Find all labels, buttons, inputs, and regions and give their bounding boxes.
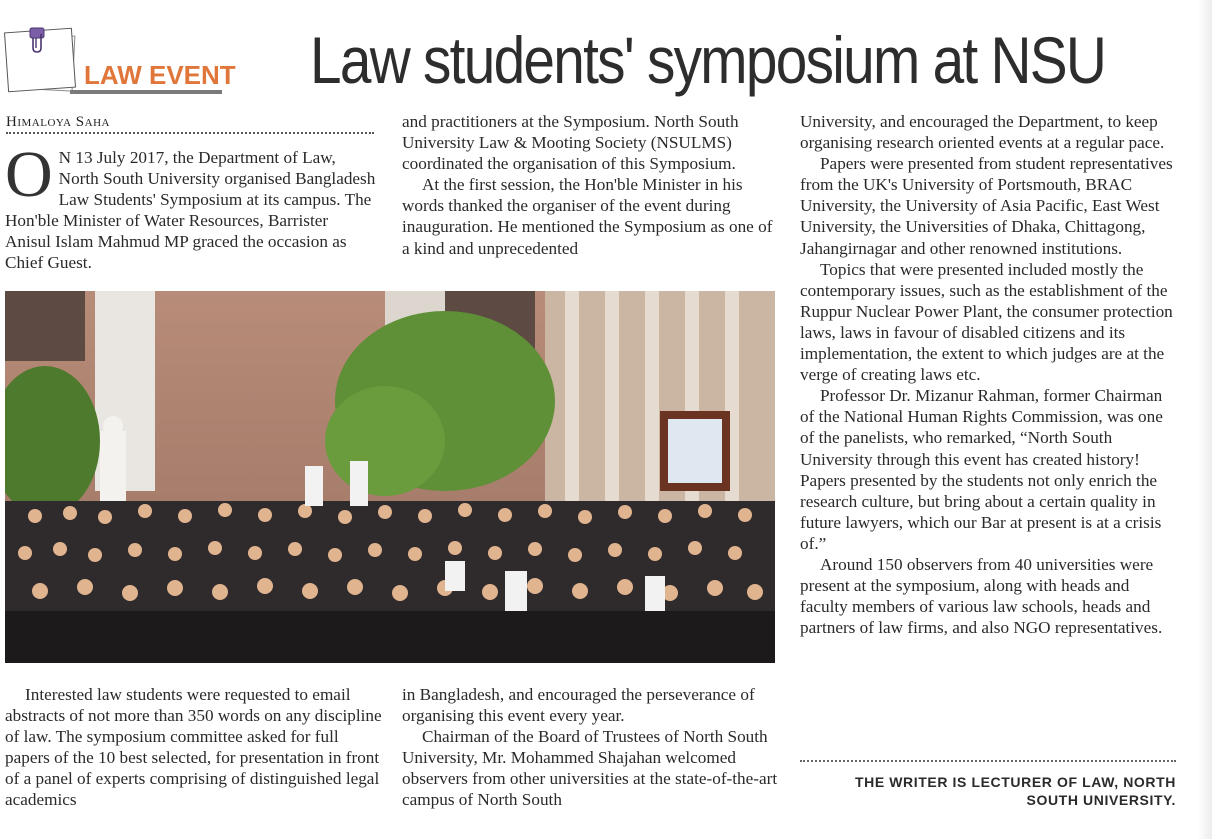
paragraph: Papers were presented from student representatives from the UK's University of Portsmouth, BRAC University, the University of Asia Pacific, East West University, the Universities of Dhaka, Chittagong, Jahangirnagar and other renowned institutions. bbox=[800, 154, 1173, 258]
paragraph: At the first session, the Hon'ble Minister in his words thanked the organiser of the event during inauguration. He mentioned the Symposium as one of a kind and unprecedented bbox=[402, 175, 773, 258]
paragraph: and practitioners at the Symposium. North South University Law & Mooting Society (NSULMS) coordinated the organisation of this Symposium. bbox=[402, 112, 739, 174]
column-1-top bbox=[5, 138, 377, 274]
paragraph: Topics that were presented included mostly the contemporary issues, such as the establishment of the Ruppur Nuclear Power Plant, the consumer protection laws, laws in favour of disabled citizens and its implementation, the extent to which judges are at the verge of creating laws etc. bbox=[800, 259, 1173, 385]
paragraph: Around 150 observers from 40 universities were present at the symposium, along with heads and faculty members of various law schools, heads and partners of law firms, and also NGO representatives. bbox=[800, 554, 1163, 638]
author-note: THE WRITER IS LECTURER OF LAW, NORTH SOUTH UNIVERSITY. bbox=[854, 774, 1176, 808]
section-label-underline bbox=[70, 90, 222, 94]
paragraph: Chairman of the Board of Trustees of North South University, Mr. Mohammed Shajahan welcomed observers from other universities at the state-of-the-art campus of North South bbox=[402, 727, 778, 810]
footer-divider bbox=[800, 760, 1176, 762]
byline: Himaloya Saha bbox=[6, 114, 110, 130]
dropcap: O bbox=[5, 138, 53, 211]
column-1-bottom bbox=[5, 684, 385, 811]
paragraph: Professor Dr. Mizanur Rahman, former Chairman of the National Human Rights Commission, was one of the panelists, who remarked, “North South University through this event has created history! Papers presented by the students not only enrich the research culture, but bring about a certain quality in future lawyers, which our Bar at present is at a crisis of.” bbox=[800, 386, 1163, 553]
paragraph: Interested law students were requested to email abstracts of not more than 350 words on any discipline of law. The symposium committee asked for full papers of the 10 best selected, for presentation in front of a panel of experts comprising of distinguished legal academics bbox=[5, 685, 382, 810]
page-edge-shadow bbox=[1198, 0, 1212, 839]
column-2-top bbox=[402, 111, 780, 259]
byline-divider bbox=[6, 132, 374, 134]
column-3 bbox=[800, 111, 1178, 638]
group-photo-illustration bbox=[5, 291, 775, 663]
group-photo bbox=[5, 291, 775, 663]
paper-clip-icon bbox=[27, 26, 47, 54]
paragraph: in Bangladesh, and encouraged the perseverance of organising this event every year. bbox=[402, 685, 755, 726]
column-2-bottom bbox=[402, 684, 780, 811]
intro-paragraph: N 13 July 2017, the Department of Law, North South University organised Bangladesh Law Students' Symposium at its campus. The Hon'ble Minister of Water Resources, Barrister Anisul Islam Mahmud MP graced the occasion as Chief Guest. bbox=[5, 148, 376, 273]
section-label: LAW EVENT bbox=[84, 60, 236, 90]
headline: Law students' symposium at NSU bbox=[310, 23, 1106, 97]
paragraph: University, and encouraged the Department, to keep organising research oriented events at a regular pace. bbox=[800, 112, 1165, 153]
